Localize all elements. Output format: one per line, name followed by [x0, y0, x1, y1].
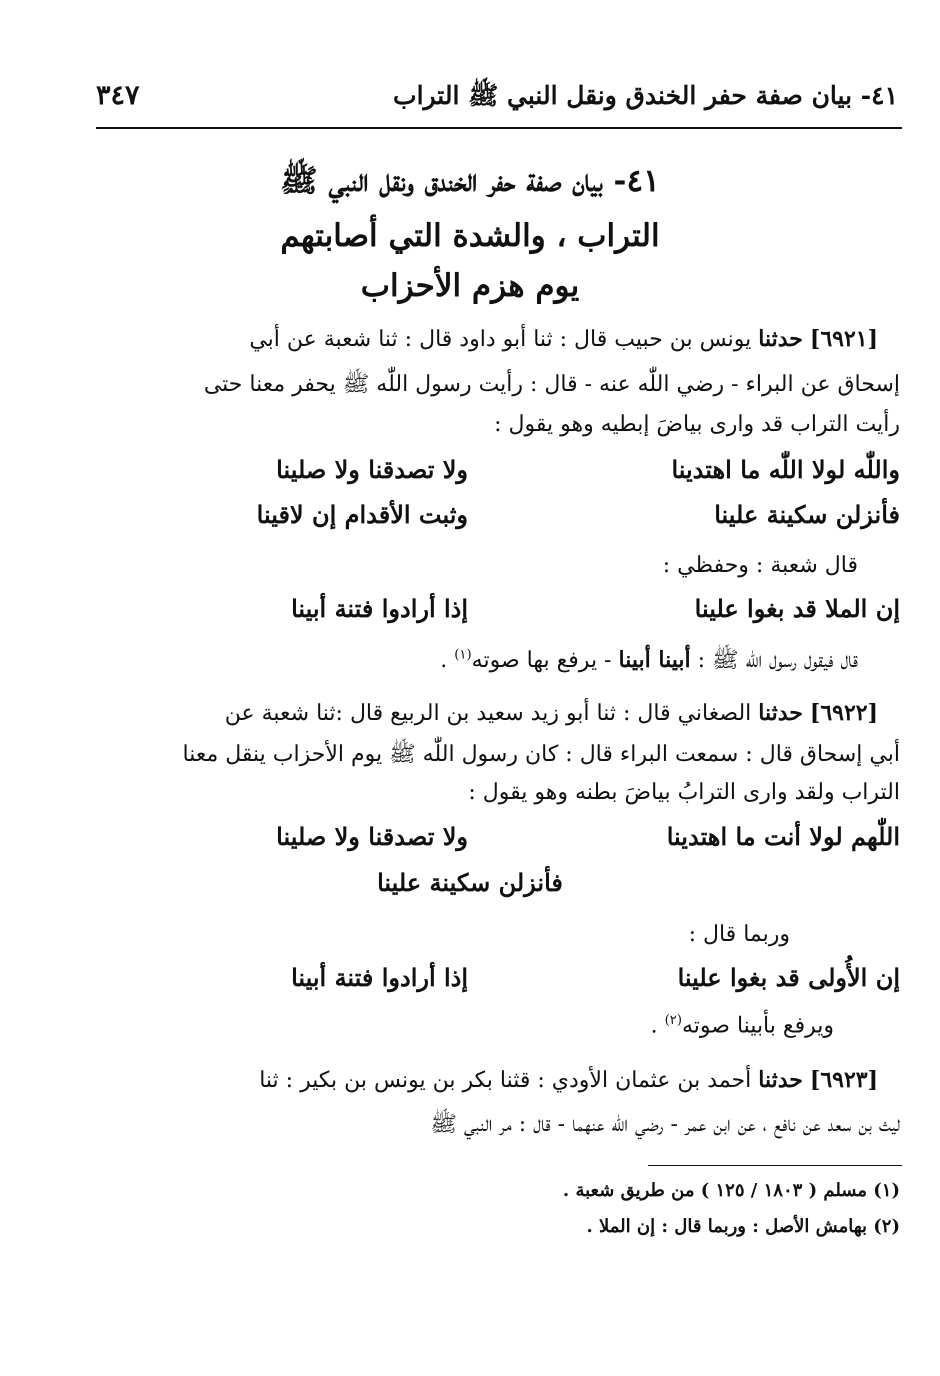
chapter-title-line2: التراب ، والشدة التي أصابتهم [280, 218, 660, 254]
hadith-6921-line5 [440, 646, 858, 678]
hadith-6921-line1 [249, 326, 878, 352]
footnote-marker: (١) [454, 647, 472, 663]
verse-hemistich: إذا أرادوا فتنة أبينا [291, 963, 468, 992]
punctuation: . [650, 1013, 665, 1039]
footnote-marker: (٢) [664, 1013, 682, 1028]
hadith-opener: حدثنا [758, 1067, 803, 1093]
hadith-6923-line2: ليث بن سعد عن نافع ، عن ابن عمر - رضي اللّٰه عنهما - قال : مر النبي ﷺ [430, 1112, 900, 1137]
hadith-6922-line3: التراب ولقد وارى الترابُ بياضَ بطنه وهو يقول : [468, 780, 900, 805]
hadith-6921-line3: رأيت التراب قد وارى بياضَ إبطيه وهو يقول : [494, 412, 900, 437]
footnote-2: (٢) بهامش الأصل : وربما قال : إن الملا . [586, 1216, 900, 1237]
hadith-6921-line4: قال شعبة : وحفظي : [662, 553, 858, 578]
verse-hemistich: اللّٰهم لولا أنت ما اهتدينا [666, 822, 900, 851]
footnote-rule [648, 1165, 902, 1166]
verse-hemistich: وثبت الأقدام إن لاقينا [256, 500, 468, 529]
verse-hemistich: إذا أرادوا فتنة أبينا [291, 594, 468, 623]
hadith-opener: حدثنا [758, 700, 803, 726]
chapter-title-line1: ٤١- بيان صفة حفر الخندق ونقل النبي ﷺ [280, 163, 660, 199]
running-title: ٤١- بيان صفة حفر الخندق ونقل النبي ﷺ التراب [393, 81, 898, 110]
footnote-1: (١) مسلم ( ١٨٠٣ / ١٢٥ ) من طريق شعبة . [562, 1180, 900, 1201]
verse-hemistich: واللّٰه لولا اللّٰه ما اهتدينا [671, 455, 900, 484]
punctuation: . [440, 648, 455, 673]
hadith-text: قال فيقول رسول اللّٰه ﷺ : [697, 648, 858, 673]
hadith-text: أحمد بن عثمان الأودي : قثنا بكر بن يونس بن بكير : ثنا [259, 1068, 752, 1093]
hadith-text: - يرفع بها صوته [471, 648, 612, 673]
hadith-6922-line4: وربما قال : [688, 922, 790, 947]
verse-hemistich: ولا تصدقنا ولا صلينا [276, 455, 468, 484]
verse-hemistich: فأنزلن سكينة علينا [377, 868, 563, 897]
verse-hemistich: فأنزلن سكينة علينا [714, 500, 900, 529]
hadith-text: يونس بن حبيب قال : ثنا أبو داود قال : ثنا شعبة عن أبي [249, 327, 752, 352]
verse-hemistich: إن الأُولى قد بغوا علينا [677, 963, 900, 992]
hadith-6923-line1 [259, 1067, 878, 1093]
chapter-title-line3: يوم هزم الأحزاب [360, 268, 580, 304]
hadith-text: الصغاني قال : ثنا أبو زيد سعيد بن الربيع قال :ثنا شعبة عن [224, 701, 752, 726]
hadith-text-bold: أبينا أبينا [618, 647, 691, 673]
hadith-6922-line2: أبي إسحاق قال : سمعت البراء قال : كان رسول اللّٰه ﷺ يوم الأحزاب ينقل معنا [182, 742, 900, 767]
verse-hemistich: إن الملا قد بغوا علينا [694, 594, 900, 623]
header-rule [96, 127, 902, 129]
hadith-6922-line1 [225, 700, 878, 726]
verse-hemistich: ولا تصدقنا ولا صلينا [276, 822, 468, 851]
hadith-6921-line2: إسحاق عن البراء - رضي اللّٰه عنه - قال : رأيت رسول اللّٰه ﷺ يحفر معنا حتى [203, 372, 900, 397]
page-number: ٣٤٧ [96, 80, 140, 111]
hadith-6922-line5 [651, 1013, 834, 1038]
hadith-text: ويرفع بأبينا صوته [682, 1013, 834, 1039]
hadith-number: [٦٩٢٣] [809, 1067, 878, 1093]
hadith-opener: حدثنا [758, 326, 803, 352]
hadith-number: [٦٩٢٢] [809, 700, 878, 726]
hadith-number: [٦٩٢١] [809, 326, 878, 352]
